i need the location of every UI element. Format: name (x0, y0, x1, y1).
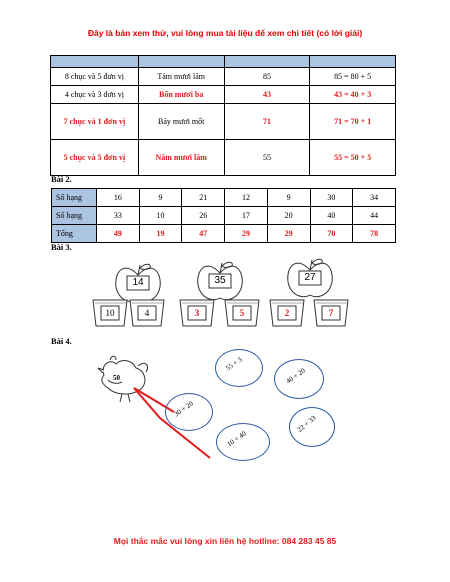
expression-text: 40 + 20 (284, 366, 307, 386)
apple-number: 35 (214, 275, 226, 286)
table-row: 4 chục và 3 đơn vị Bốn mươi ba 43 43 = 40 + 3 (51, 86, 396, 104)
table-row: 7 chục và 1 đơn vị Bảy mươi mốt 71 71 = 70 + 1 (51, 104, 396, 140)
bowl-number: 2 (284, 308, 290, 318)
table-row: 8 chục và 5 đơn vị Tám mươi lăm 85 85 = 80 + 5 (51, 68, 396, 86)
table-row: 5 chục và 5 đơn vị Năm mươi lăm 55 55 = 50 + 5 (51, 140, 396, 176)
expression-oval (274, 359, 324, 399)
exercise-4-title: Bài 4. (51, 336, 72, 346)
bowl-number: 3 (194, 308, 200, 318)
expression-text: 30 + 20 (172, 399, 195, 419)
apple-number: 27 (304, 272, 316, 283)
footer-banner: Mọi thắc mắc vui lòng xin liên hệ hotline: 084 283 45 85 (113, 536, 337, 546)
bowl-number: 10 (105, 308, 115, 318)
hen-number: 50 (113, 374, 120, 382)
table-row: Số hạng 33 10 26 17 20 40 44 (52, 207, 396, 225)
table-row: Tổng 49 19 47 29 29 70 78 (52, 225, 396, 243)
bowl-number: 5 (239, 308, 245, 318)
expression-text: 22 + 33 (295, 414, 318, 434)
expression-text: 10 + 40 (225, 429, 248, 449)
bowls (93, 300, 348, 326)
apple-number: 14 (132, 277, 144, 288)
exercise-3-title: Bài 3. (51, 242, 72, 252)
expression-text: 55 + 3 (224, 355, 244, 373)
table-row: Số hạng 16 9 21 12 9 30 34 (52, 189, 396, 207)
exercise-2-title: Bài 2. (51, 174, 72, 184)
bowl-number: 7 (328, 308, 334, 318)
header-banner: Đây là bản xem thử, vui lòng mua tài liệu để xem chi tiết (có lời giải) (87, 28, 363, 38)
bowl-number: 4 (144, 308, 150, 318)
